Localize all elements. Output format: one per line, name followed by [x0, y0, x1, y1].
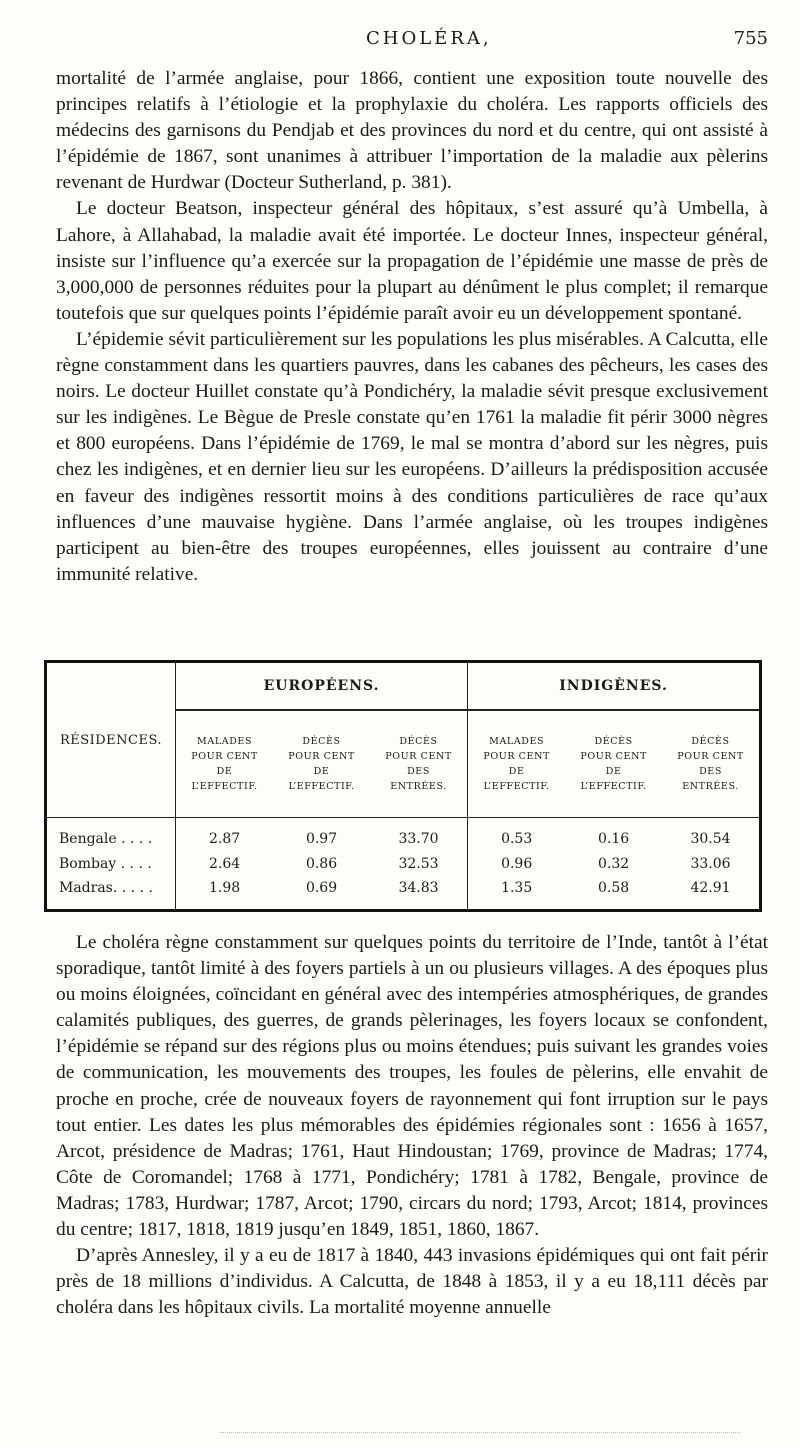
paragraph: mortalité de l’armée anglaise, pour 1866, contient une exposition toute nouvelle des principes relatifs à l’étiologie et la prophylaxie du choléra. Les rapports officiels des médecins des garnisons du Pendjab et des provinces du nord et du centre, qui ont assisté à l’épidémie de 1867, sont unanimes à attribuer l’importation de la maladie aux pèlerins revenant de Hurdwar (Docteur Sutherland, p. 381).: [56, 68, 768, 194]
paragraph: Le choléra règne constamment sur quelques points du territoire de l’Inde, tantôt à l’état sporadique, tantôt limité à des foyers partiels à un ou plusieurs villages. A des époques plus ou moins éloignées, coïncidant en général avec des intempéries atmosphériques, de grandes calamités publiques, des guerres, de grands pèlerinages, les foyers locaux se confondent, l’épidémie se répand sur des régions plus ou moins étendues; puis suivant les grandes voies de communication, les mouvements des troupes, les foules de pèlerins, elle envahit de proche en proche, crée de nouveaux foyers de rayonnement qui font irruption sur le pays tout entier. Les dates les plus mémorables des épidémies régionales sont : 1656 à 1657, Arcot, présidence de Madras; 1761, Haut Hindoustan; 1769, province de Madras; 1774, Côte de Coromandel; 1768 à 1771, Pondichéry; 1781 à 1782, Bengale, province de Madras; 1783, Hurdwar; 1787, Arcot; 1790, circars du nord; 1793, Arcot; 1814, provinces du centre; 1817, 1818, 1819 jusqu’en 1849, 1851, 1860, 1867.: [56, 932, 768, 1241]
page-number: 755: [733, 28, 768, 49]
table-cell: 0.69: [305, 880, 338, 897]
table-cell: 0.97: [305, 831, 338, 848]
table-cell: 30.54: [690, 831, 731, 848]
table-cell: 32.53: [398, 855, 439, 872]
mortality-table: [44, 660, 762, 912]
column-header: DÉCÈS POUR CENT DES ENTRÉES.: [662, 710, 759, 818]
column-header: DÉCÈS POUR CENT DE L’EFFECTIF.: [565, 710, 662, 818]
running-title: CHOLÉRA,: [366, 28, 492, 49]
table-cell: 1.98: [176, 876, 274, 909]
table-cell: 0.58: [598, 880, 630, 897]
table-cell: 0.32: [598, 855, 630, 872]
table-cell: 0.16: [598, 831, 630, 848]
residences-header: RÉSIDENCES.: [47, 663, 176, 818]
table-row: [47, 818, 759, 852]
column-header: DÉCÈS POUR CENT DE L’EFFECTIF.: [273, 710, 370, 818]
column-header: MALADES POUR CENT DE L’EFFECTIF.: [176, 710, 274, 818]
group-header-europeens: EUROPÉENS.: [176, 663, 468, 710]
table-row: [47, 876, 759, 909]
table-cell: 42.91: [690, 880, 731, 897]
table-cell: 1.35: [468, 876, 566, 909]
table-cell: 0.96: [468, 852, 566, 876]
paragraph: Le docteur Beatson, inspecteur général des hôpitaux, s’est assuré qu’à Umbella, à Lahore, à Allahabad, la maladie avait été importée. Le docteur Innes, inspecteur général, insiste sur l’influence qu’a exercée sur la propagation de l’épidémie une masse de près de 3,000,000 de personnes réduites pour la plupart au dénûment le plus complet; il remarque toutefois que sur quelques points l’épidémie paraît avoir eu un développement spontané.: [56, 198, 768, 324]
row-label: Bengale . . . .: [59, 831, 153, 848]
table-cell: 2.64: [176, 852, 274, 876]
footer-rule: [220, 1432, 740, 1434]
page-header: [0, 28, 800, 54]
text-block-top: [56, 66, 768, 588]
table-row: [47, 852, 759, 876]
paragraph: D’après Annesley, il y a eu de 1817 à 1840, 443 invasions épidémiques qui ont fait périr près de 18 millions d’individus. A Calcutta, de 1848 à 1853, il y a eu 18,111 décès par choléra dans les hôpitaux civils. La mortalité moyenne annuelle: [56, 1245, 768, 1319]
group-header-indigenes: INDIGÈNES.: [468, 663, 759, 710]
column-header: MALADES POUR CENT DE L’EFFECTIF.: [468, 710, 566, 818]
table-cell: 0.86: [305, 855, 338, 872]
row-label: Bombay . . . .: [59, 855, 152, 872]
table-cell: 0.53: [468, 818, 566, 852]
table-cell: 33.70: [398, 831, 439, 848]
text-block-bottom: [56, 930, 768, 1321]
column-header: DÉCÈS POUR CENT DES ENTRÉES.: [370, 710, 468, 818]
row-label: Madras. . . . .: [59, 880, 153, 897]
table-cell: 2.87: [176, 818, 274, 852]
table-cell: 34.83: [398, 880, 439, 897]
paragraph: L’épidemie sévit particulièrement sur les populations les plus misérables. A Calcutta, elle règne constamment dans les quartiers pauvres, dans les cabanes des pêcheurs, les cases des noirs. Le docteur Huillet constate qu’à Pondichéry, la maladie sévit presque exclusivement sur les indigènes. Le Bègue de Presle constate qu’en 1761 la maladie fit périr 3000 nègres et 800 européens. Dans l’épidémie de 1769, le mal se montra d’abord sur les nègres, puis chez les indigènes, et en dernier lieu sur les européens. D’ailleurs la prédisposition accusée en faveur des indigènes ressortit moins à des conditions particulières de race qu’aux influences d’une mauvaise hygiène. Dans l’armée anglaise, où les troupes indigènes participent au bien-être des troupes européennes, elles jouissent au contraire d’une immunité relative.: [56, 328, 768, 585]
table-cell: 33.06: [690, 855, 731, 872]
